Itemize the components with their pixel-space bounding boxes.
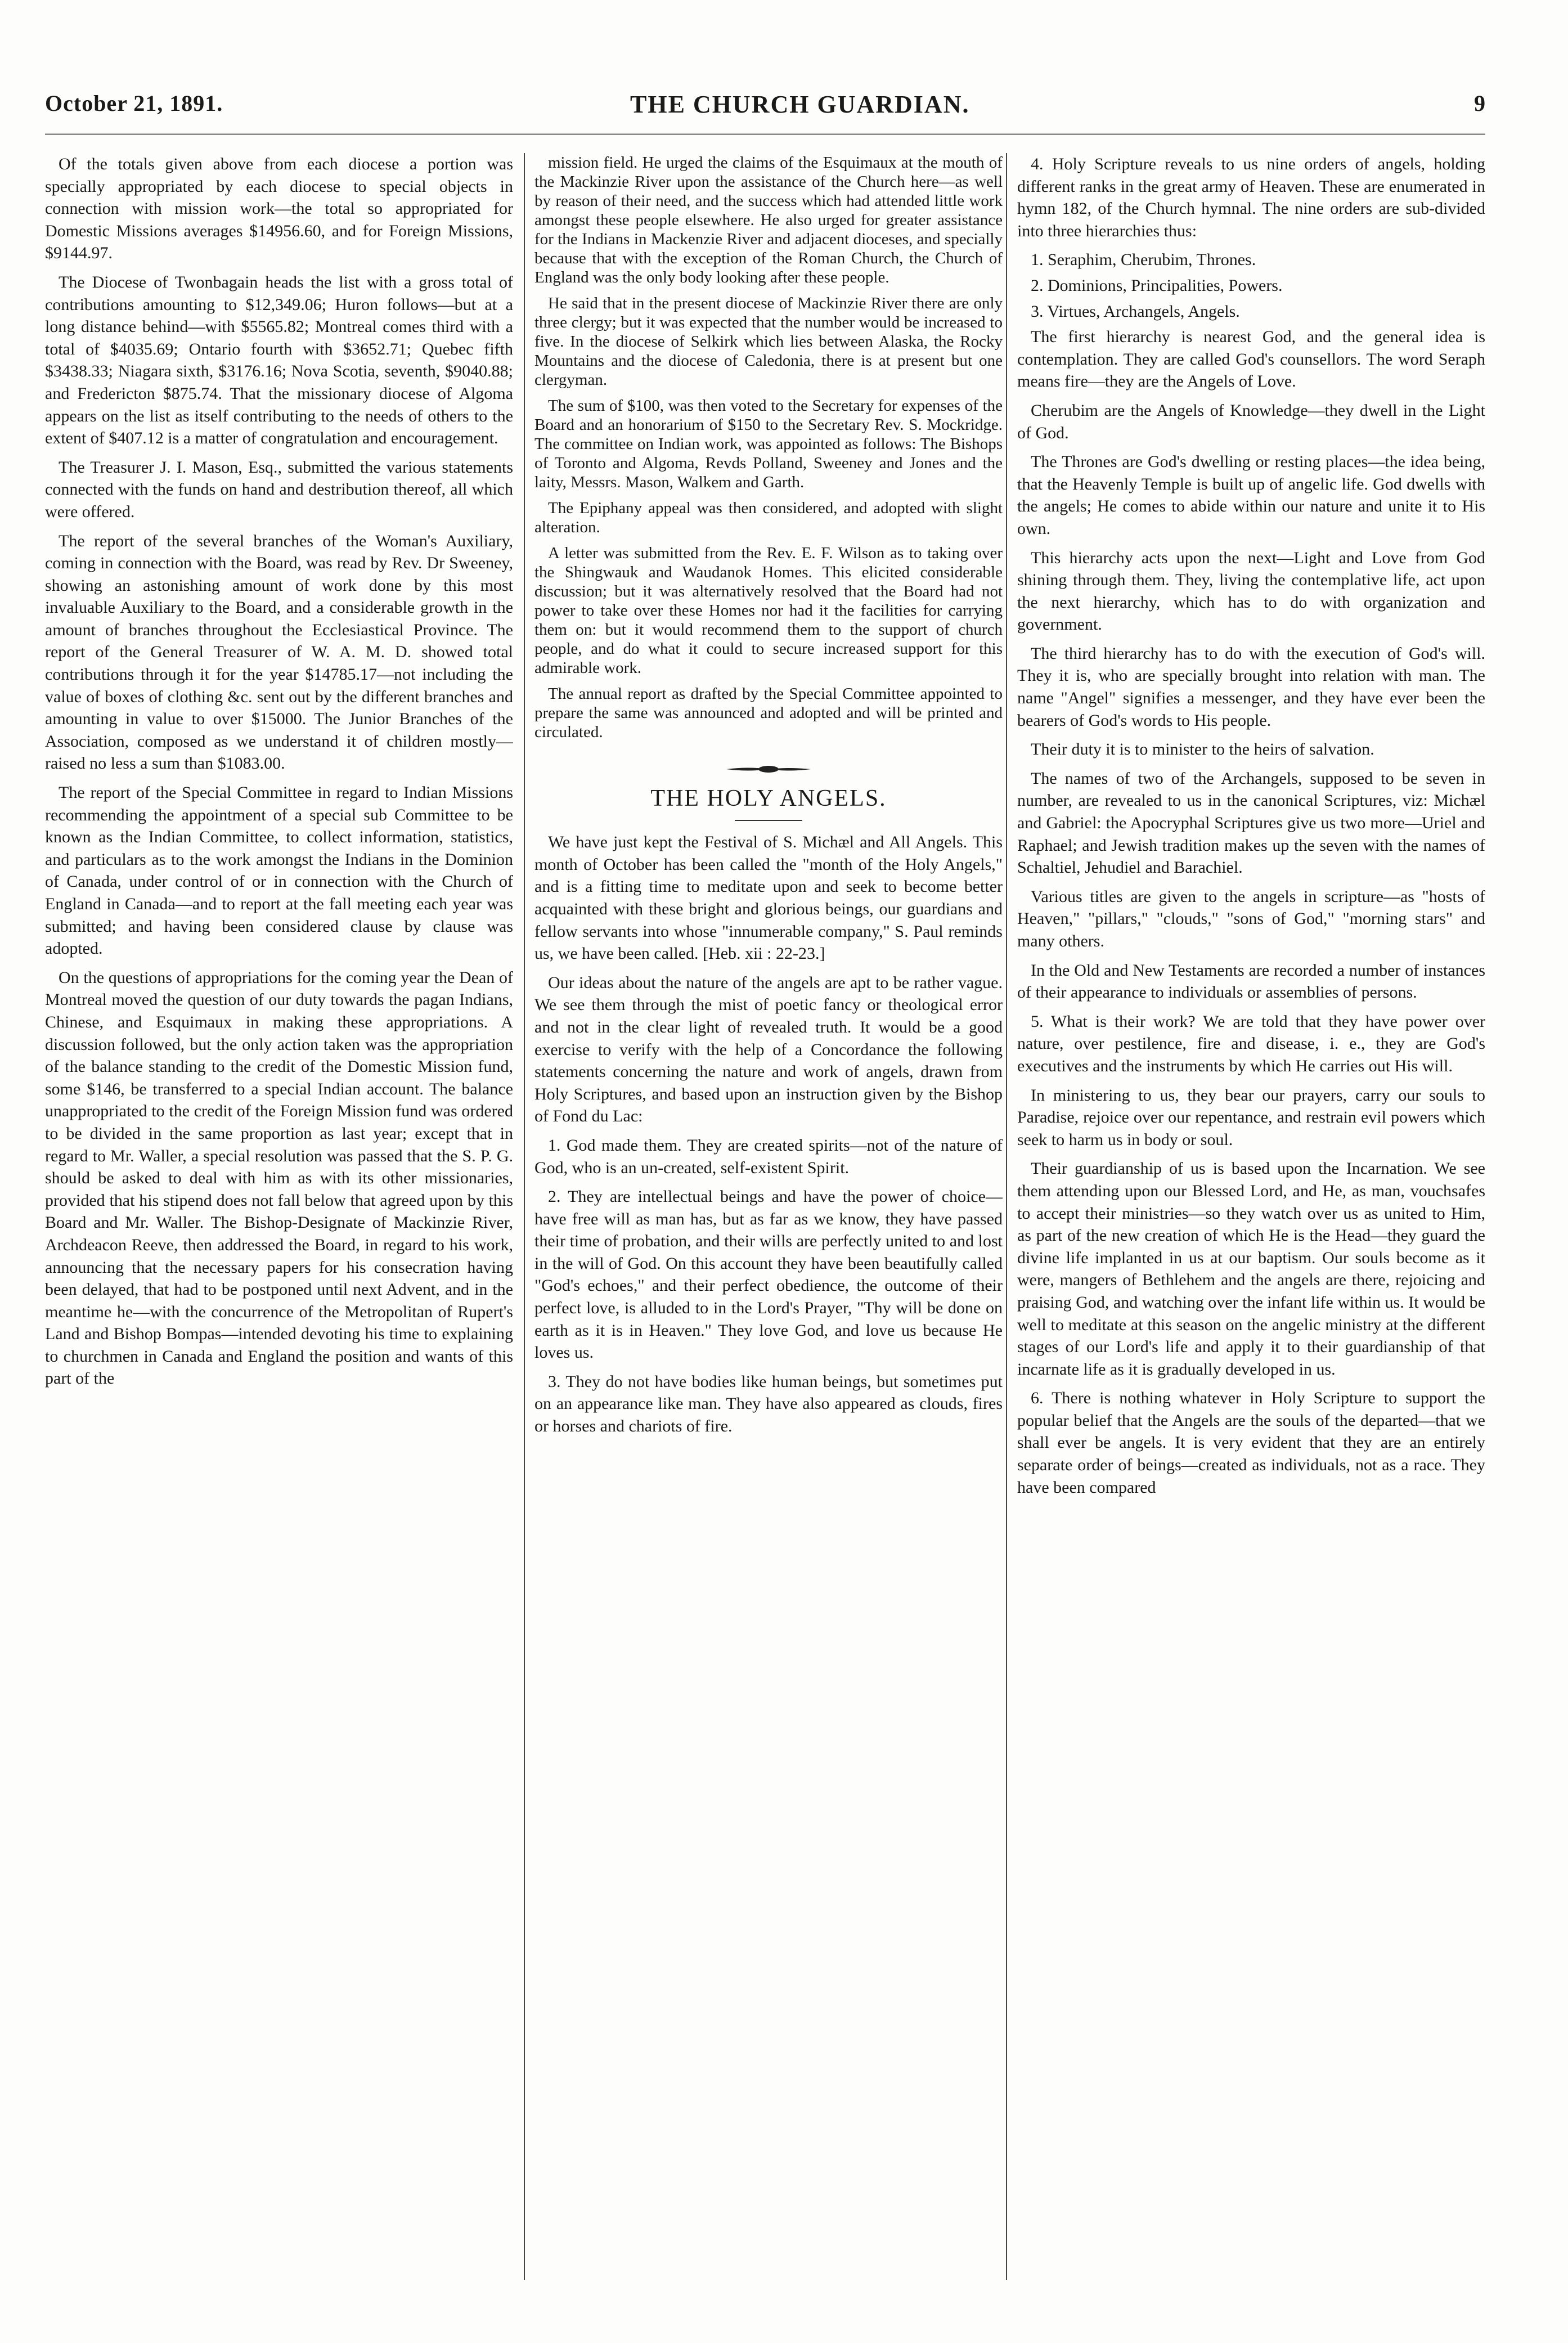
paragraph: 5. What is their work? We are told that they have power over nature, over pestilence, fire and disease, i. e., they are God's executives and the instruments by which He carries out His will. [1017,1012,1485,1075]
paragraph: A letter was submitted from the Rev. E. F. Wilson as to taking over the Shingwauk and Waudanok Homes. This elicited considerable discussion; but it was alternatively resolved that the Board had not power to take over these Homes nor had it the facilities for carrying them on: but it would recommend them to the support of church people, and do what it could to secure increased support for this admirable work. [534,544,1003,677]
paragraph: On the questions of appropriations for the coming year the Dean of Montreal moved the question of our duty towards the pagan Indians, Chinese, and Esquimaux in making these appropriations. A discussion followed, but the only action taken was the appropriation of the balance standing to the credit of the Domestic Mission fund, some $146, be transferred to a special Indian account. The balance unappropriated to the credit of the Foreign Mission fund was ordered to be divided in the same proportion as last year; except that in regard to Mr. Waller, a special resolution was passed that the S. P. G. should be asked to deal with him as with its other missionaries, provided that his stipend does not fall below that agreed upon by this Board and Mr. Waller. The Bishop-Designate of Mackinzie River, Archdeacon Reeve, then addressed the Board, in regard to his work, announcing that the necessary papers for his consecration having been delayed, that had to be postponed until next Advent, and in the meantime he—with the concurrence of the Metropolitan of Rupert's Land and Bishop Bompas—intended devoting his time to explaining to churchmen in Canada and England the position and wants of this part of the [45,968,513,1388]
paragraph: 3. They do not have bodies like human beings, but sometimes put on an appearance like man. They have also appeared as clouds, fires or horses and chariots of fire. [534,1372,1003,1436]
paragraph: Of the totals given above from each diocese a portion was specially appropriated by each diocese to special objects in connection with mission work—the total so appropriated for Domestic Missions averages $14956.60, and for Foreign Missions, $9144.97. [45,155,513,263]
column-divider [1006,153,1007,2280]
column-2 [534,153,1003,2291]
paragraph: The Diocese of Twonbagain heads the list with a gross total of contributions amounting to $12,349.06; Huron follows—but at a long distance behind—with $5565.82; Montreal comes third with a total of $4035.69; Ontario fourth with $3652.71; Quebec fifth $3438.33; Niagara sixth, $3176.16; Nova Scotia, seventh, $9040.88; and Fredericton $875.74. That the missionary diocese of Algoma appears on the list as itself contributing to the needs of others to the extent of $407.12 is a matter of congratulation and encouragement. [45,272,513,448]
paragraph: The Treasurer J. I. Mason, Esq., submitted the various statements connected with the funds on hand and destribution thereof, all which were offered. [45,457,513,521]
paragraph: The annual report as drafted by the Special Committee appointed to prepare the same was announced and adopted and will be printed and circulated. [534,685,1003,741]
section-ornament [534,757,1003,780]
column-1 [45,153,513,2291]
paragraph: The report of the several branches of the Woman's Auxiliary, coming in connection with the Board, was read by Rev. Dr Sweeney, showing an astonishing amount of work done by this most invaluable Auxiliary to the Board, and a considerable growth in the amount of branches throughout the Ecclesiastical Province. The report of the General Treasurer of W. A. M. D. showed total contributions through it for the year $14785.17—not including the value of boxes of clothing &c. sent out by the different branches and amounting in value to over $15000. The Junior Branches of the Association, composed as we understand it of children mostly—raised no less a sum than $1083.00. [45,531,513,773]
paragraph: Various titles are given to the angels in scripture—as "hosts of Heaven," "pillars," "clouds," "sons of God," "morning stars" and many others. [1017,887,1485,950]
paragraph: The names of two of the Archangels, supposed to be seven in number, are revealed to us in the canonical Scriptures, viz: Michæl and Gabriel: the Apocryphal Scriptures give us two more—Uriel and Raphael; and Jewish tradition makes up the seven with the names of Schaltiel, Jehudiel and Barachiel. [1017,769,1485,877]
list-item: 1. Seraphim, Cherubim, Thrones. [1031,250,1256,270]
paragraph: We have just kept the Festival of S. Michæl and All Angels. This month of October has been called the "month of the Holy Angels," and is a fitting time to meditate upon and seek to become better acquainted with these bright and glorious beings, our guardians and fellow servants into whose "innumerable company," S. Paul reminds us, we have been called. [Heb. xii : 22-23.] [534,833,1003,963]
paragraph: 6. There is nothing whatever in Holy Scripture to support the popular belief that the Angels are the souls of the departed—that we shall ever be angels. It is very evident that they are an entirely separate order of beings—created as individuals, not as a race. They have been compared [1017,1389,1485,1497]
paragraph: The Thrones are God's dwelling or resting places—the idea being, that the Heavenly Temple is built up of angelic life. God dwells with the angels; He comes to abide within our nature and unite it to His own. [1017,452,1485,538]
paragraph: The report of the Special Committee in regard to Indian Missions recommending the appointment of a special sub Committee to be known as the Indian Committee, to collect information, statistics, and particulars as to the work amongst the Indians in the Dominion of Canada, under control of or in connection with the Church of England in Canada—and to report at the fall meeting each year was submitted; and having been considered clause by clause was adopted. [45,783,513,958]
paragraph: Their duty it is to minister to the heirs of salvation. [1031,740,1374,759]
paragraph: 2. They are intellectual beings and have the power of choice—have free will as man has, but as far as we know, they have passed their time of probation, and their wills are perfectly united to and lost in the will of God. On this account they have been beautifully called "God's echoes," and their perfect obedience, the outcome of their perfect love, is alluded to in the Lord's Prayer, "Thy will be done on earth as it is in Heaven." They love God, and love us because He loves us. [534,1187,1003,1362]
paragraph: Our ideas about the nature of the angels are apt to be rather vague. We see them through the mist of poetic fancy or theological error and not in the clear light of revealed truth. It would be a good exercise to verify with the help of a Concordance the following statements concerning the nature and work of angels, drawn from Holy Scriptures, and based upon an instruction given by the Bishop of Fond du Lac: [534,973,1003,1126]
paragraph: Cherubim are the Angels of Knowledge—they dwell in the Light of God. [1017,401,1485,442]
header-rule [45,133,1485,135]
column-divider [524,153,525,2280]
paragraph: In the Old and New Testaments are recorded a number of instances of their appearance to individuals or assemblies of persons. [1017,960,1485,1002]
column-3 [1017,153,1485,2291]
paragraph: This hierarchy acts upon the next—Light and Love from God shining through them. They, living the contemplative life, act upon the next hierarchy, which has to do with organization and government. [1017,548,1485,634]
masthead: THE CHURCH GUARDIAN. [630,91,970,118]
issue-date: October 21, 1891. [45,91,223,116]
list-item: 3. Virtues, Archangels, Angels. [1031,302,1240,321]
title-rule [735,820,802,821]
paragraph: The third hierarchy has to do with the execution of God's will. They it is, who are specially brought into relation with man. The name "Angel" signifies a messenger, and they have ever been the bearers of God's words to His people. [1017,644,1485,730]
ornament-rule-icon [726,765,811,774]
page-number: 9 [1474,91,1485,116]
paragraph: The first hierarchy is nearest God, and the general idea is contemplation. They are called God's counsellors. The word Seraph means fire—they are the Angels of Love. [1017,327,1485,391]
paragraph: 1. God made them. They are created spirits—not of the nature of God, who is an un-created, self-existent Spirit. [534,1135,1003,1177]
page-header [45,84,1485,129]
paragraph: The Epiphany appeal was then considered, and adopted with slight alteration. [534,499,1003,536]
paragraph: mission field. He urged the claims of the Esquimaux at the mouth of the Mackinzie River upon the assistance of the Church here—as well by reason of their need, and the success which had attended little work amongst these people elsewhere. He also urged for greater assistance for the Indians in Mackenzie River and adjacent dioceses, and specially because that with the exception of the Roman Church, the Church of England was the only body looking after these people. [534,154,1003,286]
paragraph: He said that in the present diocese of Mackinzie River there are only three clergy; but it was expected that the number would be increased to five. In the diocese of Selkirk which lies between Alaska, the Rocky Mountains and the diocese of Caledonia, there is at present but one clergyman. [534,294,1003,389]
paragraph: In ministering to us, they bear our prayers, carry our souls to Paradise, rejoice over our repentance, and restrain evil powers which seek to harm us in body or soul. [1017,1085,1485,1149]
paragraph: Their guardianship of us is based upon the Incarnation. We see them attending upon our Blessed Lord, and He, as man, vouchsafes to accept their ministries—so they watch over us as united to Him, as part of the new creation of which He is the Head—they guard the divine life implanted in us at our baptism. Our souls become as it were, mangers of Bethlehem and the angels are there, rejoicing and praising God, and watching over the infant life within us. It would be well to meditate at this season on the angelic ministry at the different stages of our Lord's life and apply it to their guardianship of that incarnate life as it is gradually developed in us. [1017,1159,1485,1379]
section-title: THE HOLY ANGELS. [650,785,887,811]
paragraph: 4. Holy Scripture reveals to us nine orders of angels, holding different ranks in the great army of Heaven. These are enumerated in hymn 182, of the Church hymnal. The nine orders are sub-divided into three hierarchies thus: [1017,155,1485,240]
paragraph: The sum of $100, was then voted to the Secretary for expenses of the Board and an honorarium of $150 to the Secretary Rev. S. Mockridge. The committee on Indian work, was appointed as follows: The Bishops of Toronto and Algoma, Revds Polland, Sweeney and Jones and the laity, Messrs. Mason, Walkem and Garth. [534,397,1003,491]
list-item: 2. Dominions, Principalities, Powers. [1031,276,1283,295]
